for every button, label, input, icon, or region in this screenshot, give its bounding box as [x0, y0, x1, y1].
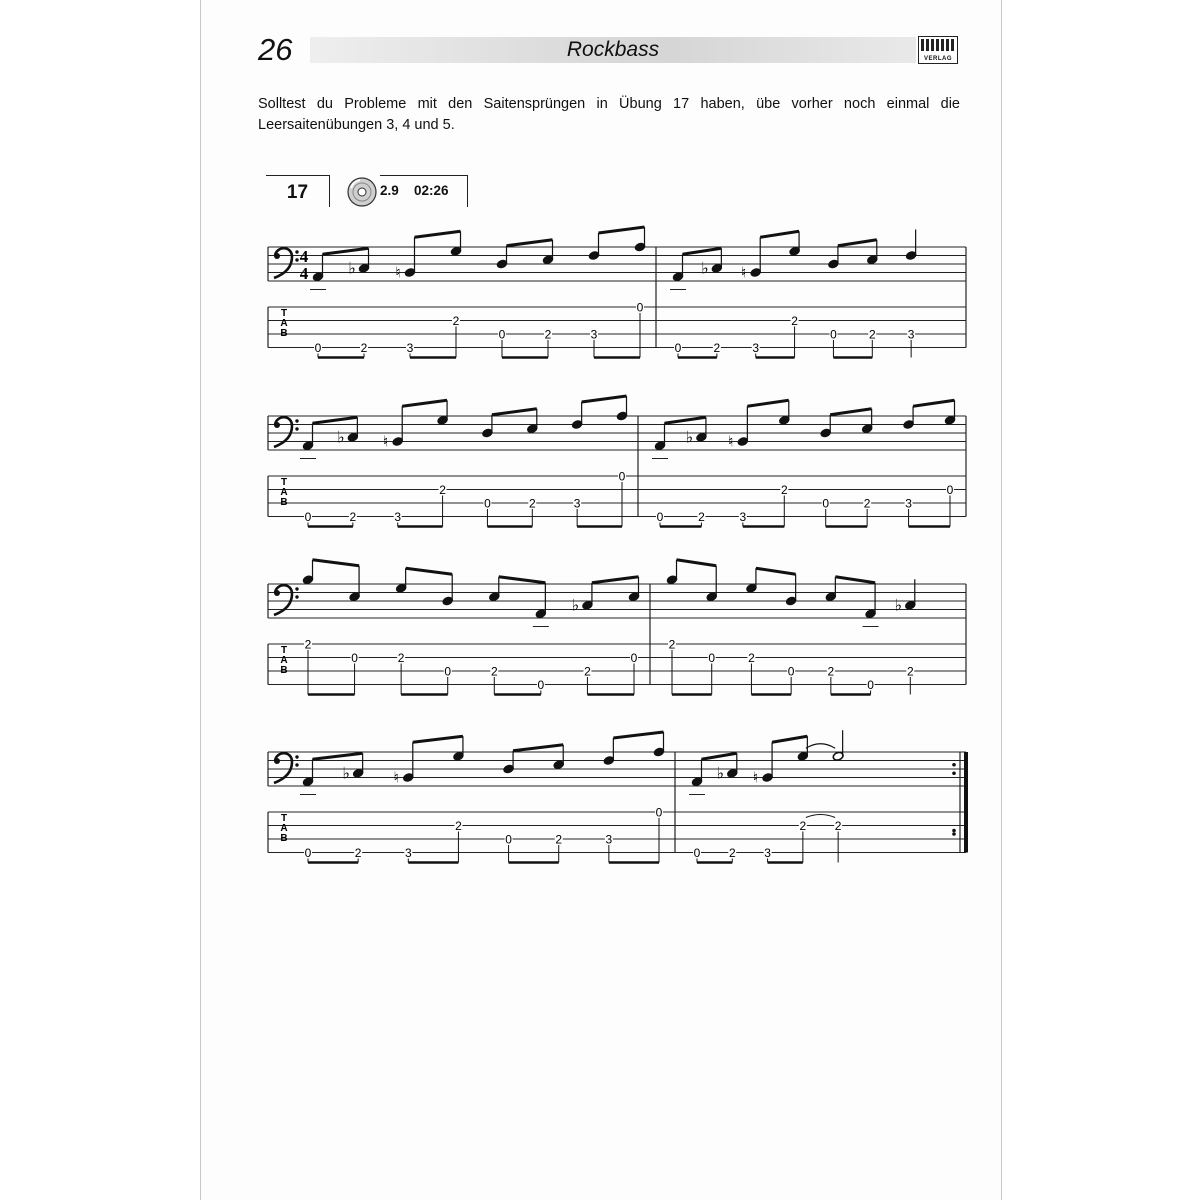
tab-fret-number: 2: [452, 314, 460, 328]
note-beam: [599, 227, 645, 233]
tab-fret-number: 0: [822, 496, 830, 511]
tab-fret-number: 2: [728, 846, 736, 860]
cd-track-time: 02:26: [414, 183, 449, 198]
repeat-dot: [952, 771, 956, 775]
tab-fret-number: 2: [780, 483, 788, 497]
tab-fret-number: 0: [867, 678, 874, 692]
tab-tie: [806, 815, 835, 818]
exercise-number: 17: [266, 175, 330, 207]
tab-fret-number: 3: [406, 341, 414, 355]
natural-sign: ♮: [752, 768, 759, 787]
note-beam: [913, 400, 954, 406]
tab-fret-number: 2: [834, 819, 842, 833]
note-beam: [582, 396, 627, 402]
tab-label: A: [280, 823, 288, 834]
tab-fret-number: 2: [827, 664, 835, 679]
notation-system: [268, 560, 966, 695]
note-beam: [760, 231, 799, 237]
tab-fret-number: 3: [590, 327, 598, 342]
tab-label: B: [280, 833, 288, 844]
tab-label: T: [280, 308, 288, 319]
tab-label: B: [280, 497, 288, 508]
flat-sign: ♭: [342, 763, 350, 783]
tab-fret-number: 0: [636, 300, 644, 315]
tab-fret-number: 0: [314, 341, 322, 355]
time-signature-top: 4: [299, 247, 309, 266]
tab-label: T: [280, 645, 288, 656]
bass-clef: [274, 753, 299, 783]
tab-fret-number: 0: [444, 664, 452, 679]
tab-fret-number: 2: [713, 341, 721, 355]
tab-fret-number: 3: [905, 496, 912, 511]
tab-fret-number: 0: [655, 805, 663, 820]
note-beam: [402, 400, 447, 406]
tab-fret-number: 0: [484, 496, 491, 511]
note-beam: [323, 248, 369, 254]
tab-fret-number: 2: [555, 832, 563, 847]
natural-sign: ♮: [393, 768, 399, 787]
chapter-title: Rockbass: [566, 38, 660, 61]
note-beam: [838, 240, 877, 246]
tab-fret-number: 2: [349, 510, 357, 524]
flat-sign: ♭: [348, 258, 356, 278]
tab-label: T: [280, 813, 288, 824]
tab-fret-number: 2: [868, 327, 876, 342]
flat-sign: ♭: [571, 595, 580, 615]
note-beam: [756, 568, 796, 574]
note-beam: [665, 417, 706, 423]
note-beam: [415, 231, 461, 237]
tab-fret-number: 0: [498, 327, 506, 342]
note-beam: [613, 732, 663, 738]
tab-fret-number: 0: [946, 483, 954, 497]
tab-fret-number: 0: [693, 846, 701, 860]
tab-fret-number: 0: [674, 341, 682, 355]
tab-fret-number: 0: [787, 664, 795, 679]
tab-fret-number: 3: [764, 846, 771, 860]
tab-fret-number: 0: [537, 678, 545, 692]
note-beam: [492, 409, 537, 415]
tab-label: T: [280, 477, 288, 488]
repeat-dot: [952, 832, 956, 836]
note-beam: [772, 736, 807, 742]
note-beam: [702, 753, 737, 759]
note-beam: [313, 560, 360, 566]
tab-fret-number: 2: [528, 496, 536, 511]
tab-label: B: [280, 328, 288, 339]
tab-fret-number: 2: [799, 819, 807, 833]
tab-fret-number: 3: [739, 510, 747, 524]
natural-sign: ♮: [741, 263, 747, 282]
flat-sign: ♭: [685, 427, 694, 447]
tab-fret-number: 2: [698, 510, 705, 524]
tab-label: B: [280, 665, 288, 676]
tab-fret-number: 2: [906, 664, 914, 679]
notation-system: [268, 730, 966, 862]
natural-sign: ♮: [395, 263, 401, 282]
bass-clef: [274, 585, 299, 615]
note-beam: [413, 736, 463, 742]
note-beam: [830, 409, 871, 415]
page-number: 26: [258, 32, 293, 67]
note-beam: [406, 568, 453, 574]
tab-fret-number: 0: [505, 832, 512, 847]
tab-fret-number: 0: [656, 510, 664, 524]
intro-paragraph: Solltest du Probleme mit den Saitensprüngen in Übung 17 haben, übe vorher noch einmal die Leersaitenübungen 3, 4 und 5.: [258, 96, 960, 133]
tab-fret-number: 2: [584, 664, 591, 679]
tab-fret-number: 2: [544, 327, 552, 342]
tab-label: A: [280, 318, 288, 329]
note-beam: [677, 560, 717, 566]
tab-fret-number: 0: [351, 651, 358, 665]
note-beam: [592, 577, 639, 583]
tab-fret-number: 0: [304, 510, 312, 524]
tab-fret-number: 2: [455, 819, 462, 833]
tab-fret-number: 0: [708, 651, 716, 665]
note-beam: [683, 248, 722, 254]
cd-track-number: 2.9: [380, 183, 399, 198]
time-signature-bottom: 4: [299, 264, 309, 283]
tab-fret-number: 2: [354, 846, 362, 860]
flat-sign: ♭: [716, 763, 725, 783]
tab-fret-number: 2: [397, 651, 405, 665]
tab-fret-number: 2: [304, 637, 312, 652]
note-beam: [313, 417, 358, 423]
flat-sign: ♭: [894, 595, 903, 615]
tab-fret-number: 3: [404, 846, 412, 860]
repeat-dot: [952, 763, 956, 767]
tab-fret-number: 0: [630, 651, 638, 665]
note-beam: [747, 400, 788, 406]
tab-label: A: [280, 655, 288, 666]
tab-fret-number: 2: [439, 483, 446, 497]
tab-label: A: [280, 487, 288, 498]
note-beam: [499, 577, 546, 583]
natural-sign: ♮: [383, 432, 389, 451]
repeat-dot: [952, 829, 956, 833]
tab-fret-number: 3: [752, 341, 760, 355]
tab-fret-number: 0: [304, 846, 312, 860]
tab-fret-number: 3: [907, 327, 915, 342]
natural-sign: ♮: [728, 432, 734, 451]
tab-fret-number: 2: [791, 314, 798, 328]
tab-fret-number: 2: [490, 664, 498, 679]
bass-clef: [274, 417, 299, 447]
tab-fret-number: 2: [360, 341, 368, 355]
flat-sign: ♭: [701, 258, 709, 278]
tab-fret-number: 3: [394, 510, 402, 524]
note-beam: [507, 240, 553, 246]
notation-system: [268, 396, 966, 527]
flat-sign: ♭: [337, 427, 345, 447]
tab-fret-number: 3: [605, 832, 613, 847]
tab-fret-number: 3: [573, 496, 581, 511]
tab-fret-number: 0: [830, 327, 837, 342]
bass-clef: [274, 248, 299, 278]
note-beam: [835, 577, 875, 583]
tie: [806, 744, 835, 749]
notation-system: [268, 227, 966, 358]
tab-fret-number: 2: [748, 651, 755, 665]
tab-fret-number: 0: [618, 469, 626, 484]
note-beam: [313, 753, 363, 759]
note-beam: [513, 745, 563, 751]
logo-text: VERLAG: [923, 56, 952, 62]
tab-fret-number: 2: [668, 637, 676, 652]
tab-fret-number: 2: [863, 496, 871, 511]
